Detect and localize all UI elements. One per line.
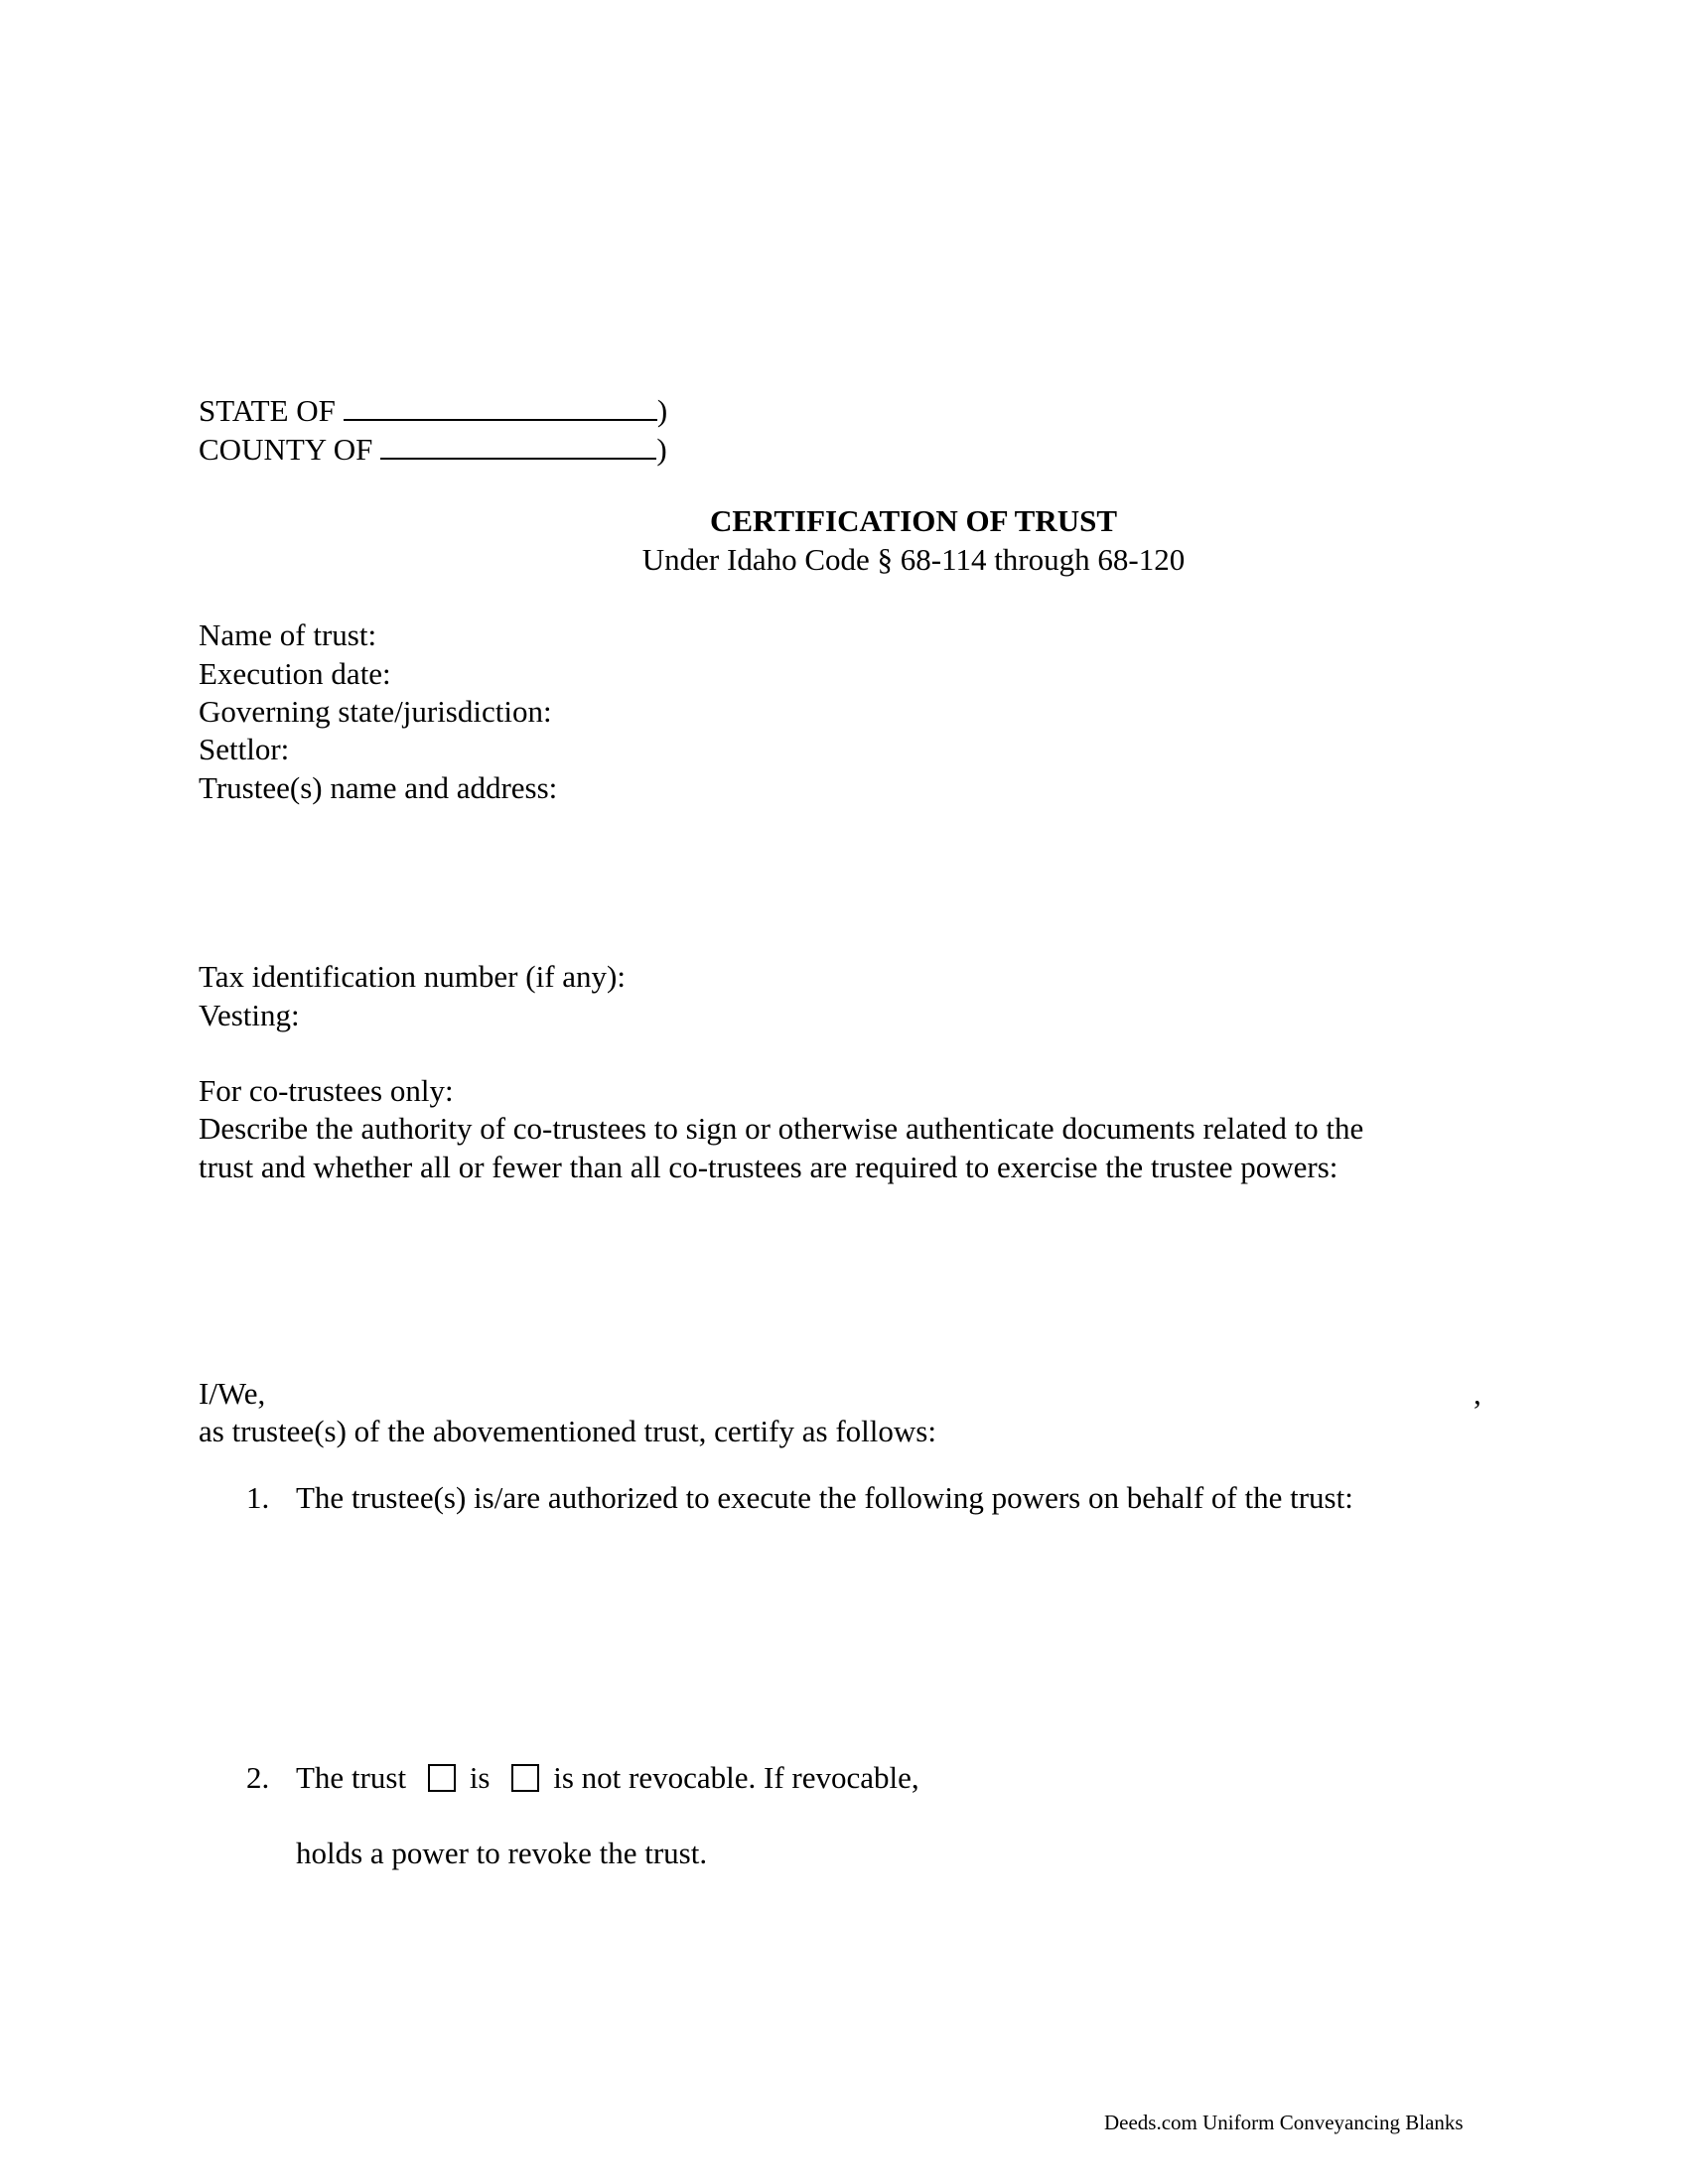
document-title: CERTIFICATION OF TRUST: [709, 503, 1118, 538]
item-2-is: is: [469, 1760, 491, 1795]
item-2-suffix: is not revocable. If revocable,: [553, 1760, 919, 1795]
certify-statement: as trustee(s) of the abovementioned trust, certify as follows:: [199, 1414, 936, 1448]
field-trustees: Trustee(s) name and address:: [199, 770, 558, 805]
state-label: STATE OF: [199, 393, 336, 428]
state-paren: ): [656, 393, 668, 428]
cotrustees-line-1: Describe the authority of co-trustees to sign or otherwise authenticate documents related to the: [199, 1111, 1364, 1146]
footer-text: Deeds.com Uniform Conveyancing Blanks: [1104, 2111, 1464, 2134]
field-tax-id: Tax identification number (if any):: [199, 959, 626, 994]
item-1-text: The trustee(s) is/are authorized to execute the following powers on behalf of the trust:: [296, 1480, 1353, 1515]
item-2-number: 2.: [246, 1760, 270, 1795]
item-2-line: [296, 1759, 919, 1797]
certify-comma: ,: [1474, 1376, 1481, 1411]
document-subtitle: Under Idaho Code § 68-114 through 68-120: [641, 542, 1186, 577]
state-line: [199, 389, 667, 430]
cotrustees-heading: For co-trustees only:: [199, 1073, 454, 1108]
state-blank[interactable]: [344, 389, 657, 421]
county-line: [199, 428, 667, 469]
field-name-of-trust: Name of trust:: [199, 617, 377, 652]
revocable-checkbox[interactable]: [428, 1764, 456, 1792]
county-paren: ): [656, 432, 667, 467]
cotrustees-line-2: trust and whether all or fewer than all co-trustees are required to exercise the trustee powers:: [199, 1150, 1338, 1184]
county-blank[interactable]: [380, 428, 656, 460]
certify-iwe: I/We,: [199, 1376, 266, 1411]
field-execution-date: Execution date:: [199, 656, 391, 691]
item-1-number: 1.: [246, 1480, 270, 1515]
not-revocable-checkbox[interactable]: [511, 1764, 539, 1792]
item-2-prefix: The trust: [296, 1760, 407, 1795]
field-governing-state: Governing state/jurisdiction:: [199, 694, 552, 729]
field-vesting: Vesting:: [199, 998, 300, 1032]
county-label: COUNTY OF: [199, 432, 373, 467]
field-settlor: Settlor:: [199, 732, 290, 766]
item-2-line-2: holds a power to revoke the trust.: [296, 1836, 708, 1870]
